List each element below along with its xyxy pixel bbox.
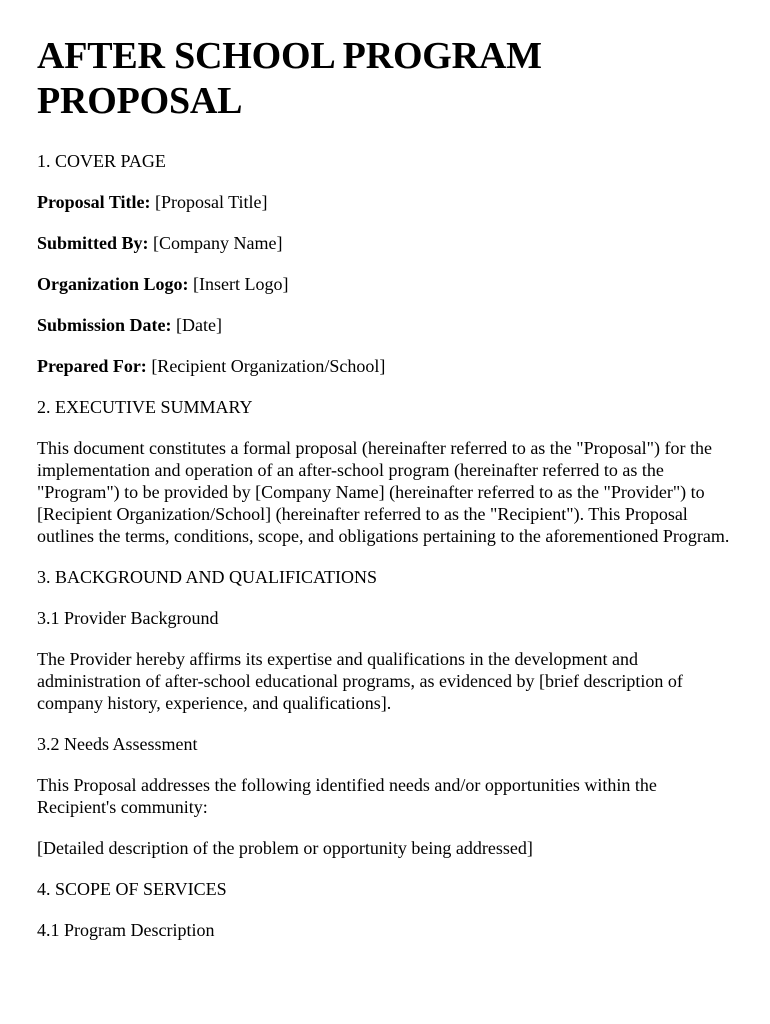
field-value: [Insert Logo]	[193, 274, 289, 294]
field-value: [Recipient Organization/School]	[151, 356, 386, 376]
cover-field-organization-logo	[37, 273, 737, 295]
field-label: Submitted By:	[37, 233, 149, 253]
field-label: Organization Logo:	[37, 274, 189, 294]
document-title: AFTER SCHOOL PROGRAM PROPOSAL	[37, 35, 542, 122]
needs-assessment-paragraph: This Proposal addresses the following identified needs and/or opportunities within the Recipient's community:	[37, 775, 657, 817]
cover-field-prepared-for	[37, 355, 737, 377]
field-value: [Company Name]	[153, 233, 283, 253]
field-value: [Date]	[176, 315, 222, 335]
field-label: Proposal Title:	[37, 192, 151, 212]
subsection-heading-needs-assessment: 3.2 Needs Assessment	[37, 734, 198, 754]
field-value: [Proposal Title]	[155, 192, 268, 212]
cover-field-submission-date	[37, 314, 737, 336]
section-heading-background: 3. BACKGROUND AND QUALIFICATIONS	[37, 567, 378, 587]
subsection-heading-program-description: 4.1 Program Description	[37, 920, 215, 940]
field-label: Submission Date:	[37, 315, 172, 335]
cover-field-proposal-title	[37, 191, 737, 213]
section-heading-cover-page: 1. COVER PAGE	[37, 151, 166, 171]
field-label: Prepared For:	[37, 356, 147, 376]
needs-placeholder-paragraph: [Detailed description of the problem or opportunity being addressed]	[37, 838, 533, 858]
section-heading-executive-summary: 2. EXECUTIVE SUMMARY	[37, 397, 253, 417]
document-page	[37, 34, 737, 960]
subsection-heading-provider-background: 3.1 Provider Background	[37, 608, 219, 628]
provider-background-paragraph: The Provider hereby affirms its expertise and qualifications in the development and administration of after-school educational programs, as evidenced by [brief description of company history, experience, and qualifications].	[37, 649, 683, 713]
cover-field-submitted-by	[37, 232, 737, 254]
section-heading-scope-of-services: 4. SCOPE OF SERVICES	[37, 879, 227, 899]
executive-summary-paragraph: This document constitutes a formal proposal (hereinafter referred to as the "Proposal") for the implementation and operation of an after-school program (hereinafter referred to as the "Program") to be provided by [Company Name] (hereinafter referred to as the "Provider") to [Recipient Organization/School] (hereinafter referred to as the "Recipient"). This Proposal outlines the terms, conditions, scope, and obligations pertaining to the aforementioned Program.	[37, 438, 730, 546]
